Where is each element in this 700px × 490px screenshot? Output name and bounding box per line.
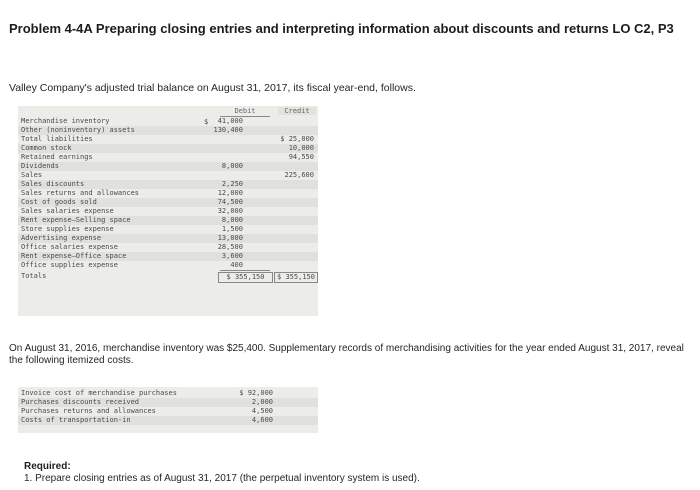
account-name: Sales xyxy=(21,171,43,179)
account-name: Retained earnings xyxy=(21,153,93,161)
table-row xyxy=(18,198,318,207)
debit-amount: 3,600 xyxy=(221,252,243,260)
account-name: Sales salaries expense xyxy=(21,207,114,215)
account-name: Common stock xyxy=(21,144,72,152)
debit-header: Debit xyxy=(234,107,256,115)
credit-amount: 94,550 xyxy=(288,153,314,161)
debit-total-rule xyxy=(220,270,270,271)
table-row xyxy=(18,225,318,234)
cost-label: Invoice cost of merchandise purchases xyxy=(21,389,177,397)
cost-label: Costs of transportation-in xyxy=(21,416,131,424)
totals-label: Totals xyxy=(21,272,47,280)
account-name: Advertising expense xyxy=(21,234,102,242)
debit-amount: 8,000 xyxy=(221,162,243,170)
list-item xyxy=(18,416,318,425)
cost-amount: 4,500 xyxy=(251,407,273,415)
list-item xyxy=(18,389,318,398)
cost-label: Purchases returns and allowances xyxy=(21,407,156,415)
table-row xyxy=(18,189,318,198)
table-row xyxy=(18,144,318,153)
table-row xyxy=(18,207,318,216)
supplementary-paragraph: On August 31, 2016, merchandise inventory was $25,400. Supplementary records of merchandising activities for the year ended August 31, 2017, reveal the following itemized costs. xyxy=(9,343,684,366)
table-row xyxy=(18,126,318,135)
debit-amount: 1,500 xyxy=(221,225,243,233)
account-name: Office supplies expense xyxy=(21,261,118,269)
account-name: Sales returns and allowances xyxy=(21,189,140,197)
table-row xyxy=(18,171,318,180)
cost-amount: $ 92,000 xyxy=(239,389,273,397)
account-name: Cost of goods sold xyxy=(21,198,97,206)
debit-amount: 32,000 xyxy=(217,207,243,215)
account-name: Office salaries expense xyxy=(21,243,118,251)
debit-amount: 130,400 xyxy=(213,126,243,134)
table-row xyxy=(18,180,318,189)
debit-amount: 28,500 xyxy=(217,243,243,251)
dollar-sign: $ xyxy=(204,118,209,126)
required-item-1: 1. Prepare closing entries as of August 31, 2017 (the perpetual inventory system is used). xyxy=(24,473,420,484)
account-name: Rent expense—Selling space xyxy=(21,216,131,224)
account-name: Other (noninventory) assets xyxy=(21,126,135,134)
table-row xyxy=(18,117,318,126)
problem-title: Problem 4-4A Preparing closing entries and interpreting information about discounts and returns LO C2, P3 xyxy=(9,21,674,36)
debit-amount: 2,250 xyxy=(221,180,243,188)
account-name: Sales discounts xyxy=(21,180,85,188)
itemized-costs-table xyxy=(18,387,318,433)
cost-amount: 4,600 xyxy=(251,416,273,424)
table-row xyxy=(18,162,318,171)
credit-amount: $ 25,000 xyxy=(280,135,314,143)
credit-amount: 10,000 xyxy=(288,144,314,152)
debit-total: $ 355,150 xyxy=(218,272,273,283)
table-row xyxy=(18,234,318,243)
table-row xyxy=(18,153,318,162)
list-item xyxy=(18,407,318,416)
cost-label: Purchases discounts received xyxy=(21,398,140,406)
debit-amount: 12,000 xyxy=(217,189,243,197)
debit-amount: 74,500 xyxy=(217,198,243,206)
totals-row xyxy=(18,272,318,281)
table-row xyxy=(18,216,318,225)
table-row xyxy=(18,252,318,261)
debit-amount: 13,000 xyxy=(217,234,243,242)
trial-balance-table xyxy=(18,106,318,316)
table-row xyxy=(18,261,318,270)
credit-total: $ 355,150 xyxy=(274,272,318,283)
account-name: Dividends xyxy=(21,162,59,170)
credit-header: Credit xyxy=(278,107,316,115)
table-row xyxy=(18,243,318,252)
intro-text: Valley Company's adjusted trial balance on August 31, 2017, its fiscal year-end, follows. xyxy=(9,82,416,94)
cost-amount: 2,000 xyxy=(251,398,273,406)
account-name: Total liabilities xyxy=(21,135,93,143)
account-name: Merchandise inventory xyxy=(21,117,110,125)
account-name: Store supplies expense xyxy=(21,225,114,233)
credit-amount: 225,600 xyxy=(284,171,314,179)
debit-amount: 400 xyxy=(230,261,243,269)
account-name: Rent expense—Office space xyxy=(21,252,127,260)
debit-amount: 8,000 xyxy=(221,216,243,224)
debit-amount: 41,000 xyxy=(217,117,243,125)
list-item xyxy=(18,398,318,407)
required-heading: Required: xyxy=(24,461,71,472)
table-row xyxy=(18,135,318,144)
